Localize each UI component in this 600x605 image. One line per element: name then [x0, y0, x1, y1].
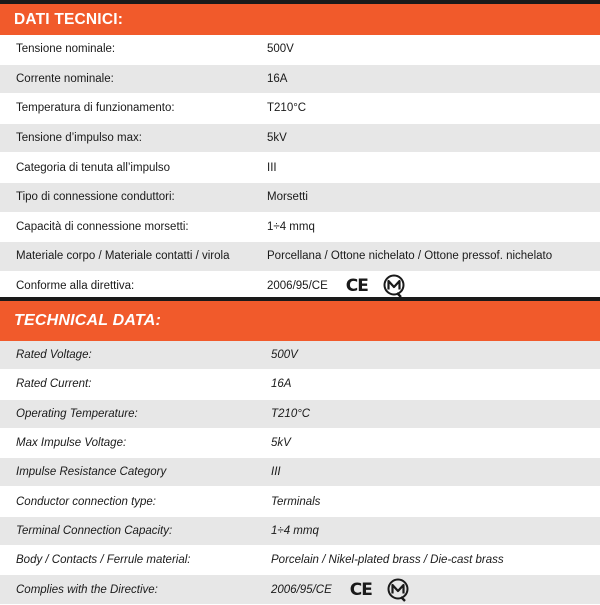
row-label: Conductor connection type: — [16, 495, 157, 508]
table-row — [0, 213, 600, 243]
certification-marks — [346, 274, 406, 298]
table-row — [0, 458, 600, 487]
table-row — [0, 35, 600, 65]
row-value: 16A — [271, 378, 292, 391]
table-row — [0, 575, 600, 604]
ce-mark-icon: CE — [345, 276, 368, 297]
row-value: 1÷4 mmq — [267, 220, 315, 233]
table-row — [0, 400, 600, 429]
row-label: Impulse Resistance Category — [16, 466, 167, 479]
directive-value: 2006/95/CE — [267, 280, 328, 293]
certification-marks — [350, 578, 410, 602]
row-label: Corrente nominale: — [16, 72, 114, 85]
row-label: Tipo di connessione conduttori: — [16, 191, 175, 204]
row-value-with-marks — [267, 578, 600, 602]
row-value: Morsetti — [267, 191, 308, 204]
row-value: III — [267, 161, 277, 174]
row-value: 16A — [267, 72, 288, 85]
row-label: Capacità di connessione morsetti: — [16, 220, 189, 233]
table-row — [0, 124, 600, 154]
row-label: Categoria di tenuta all’impulso — [16, 161, 171, 174]
imq-mark-icon — [386, 578, 410, 602]
row-label: Terminal Connection Capacity: — [16, 524, 173, 537]
table-row — [0, 429, 600, 458]
row-label: Body / Contacts / Ferrule material: — [16, 554, 191, 567]
row-value: 500V — [267, 43, 294, 56]
table-row — [0, 65, 600, 95]
row-value: 5kV — [267, 132, 287, 145]
section-english — [0, 297, 600, 605]
row-label: Conforme alla direttiva: — [16, 280, 135, 293]
row-value: 1÷4 mmq — [271, 524, 319, 537]
row-label: Complies with the Directive: — [16, 583, 158, 596]
row-value: Porcelain / Nikel-plated brass / Die-cast brass — [271, 554, 504, 567]
row-value: Porcellana / Ottone nichelato / Ottone pressof. nichelato — [267, 250, 553, 263]
row-value: T210°C — [267, 102, 307, 115]
section-title-english: TECHNICAL DATA: — [0, 301, 600, 341]
row-label: Tensione d’impulso max: — [16, 132, 142, 145]
table-row — [0, 370, 600, 399]
table-row — [0, 341, 600, 370]
table-row — [0, 153, 600, 183]
row-value: Terminals — [271, 495, 321, 508]
row-label: Rated Voltage: — [16, 349, 92, 362]
imq-mark-icon — [382, 274, 406, 298]
table-row — [0, 242, 600, 272]
table-row — [0, 94, 600, 124]
row-value: III — [271, 466, 281, 479]
row-label: Temperatura di funzionamento: — [16, 102, 175, 115]
row-label: Materiale corpo / Materiale contatti / virola — [16, 250, 230, 263]
row-label: Operating Temperature: — [16, 407, 138, 420]
table-row — [0, 487, 600, 516]
table-row — [0, 183, 600, 213]
table-row — [0, 517, 600, 546]
row-label: Rated Current: — [16, 378, 92, 391]
row-value-with-marks — [267, 274, 600, 298]
ce-mark-icon: CE — [349, 579, 372, 600]
directive-value: 2006/95/CE — [271, 583, 332, 596]
row-value: 5kV — [271, 437, 291, 450]
row-label: Tensione nominale: — [16, 43, 116, 56]
section-italian — [0, 0, 600, 301]
row-value: 500V — [271, 349, 298, 362]
section-title-italian: DATI TECNICI: — [0, 4, 600, 35]
table-row — [0, 546, 600, 575]
row-value: T210°C — [271, 407, 311, 420]
row-label: Max Impulse Voltage: — [16, 437, 127, 450]
